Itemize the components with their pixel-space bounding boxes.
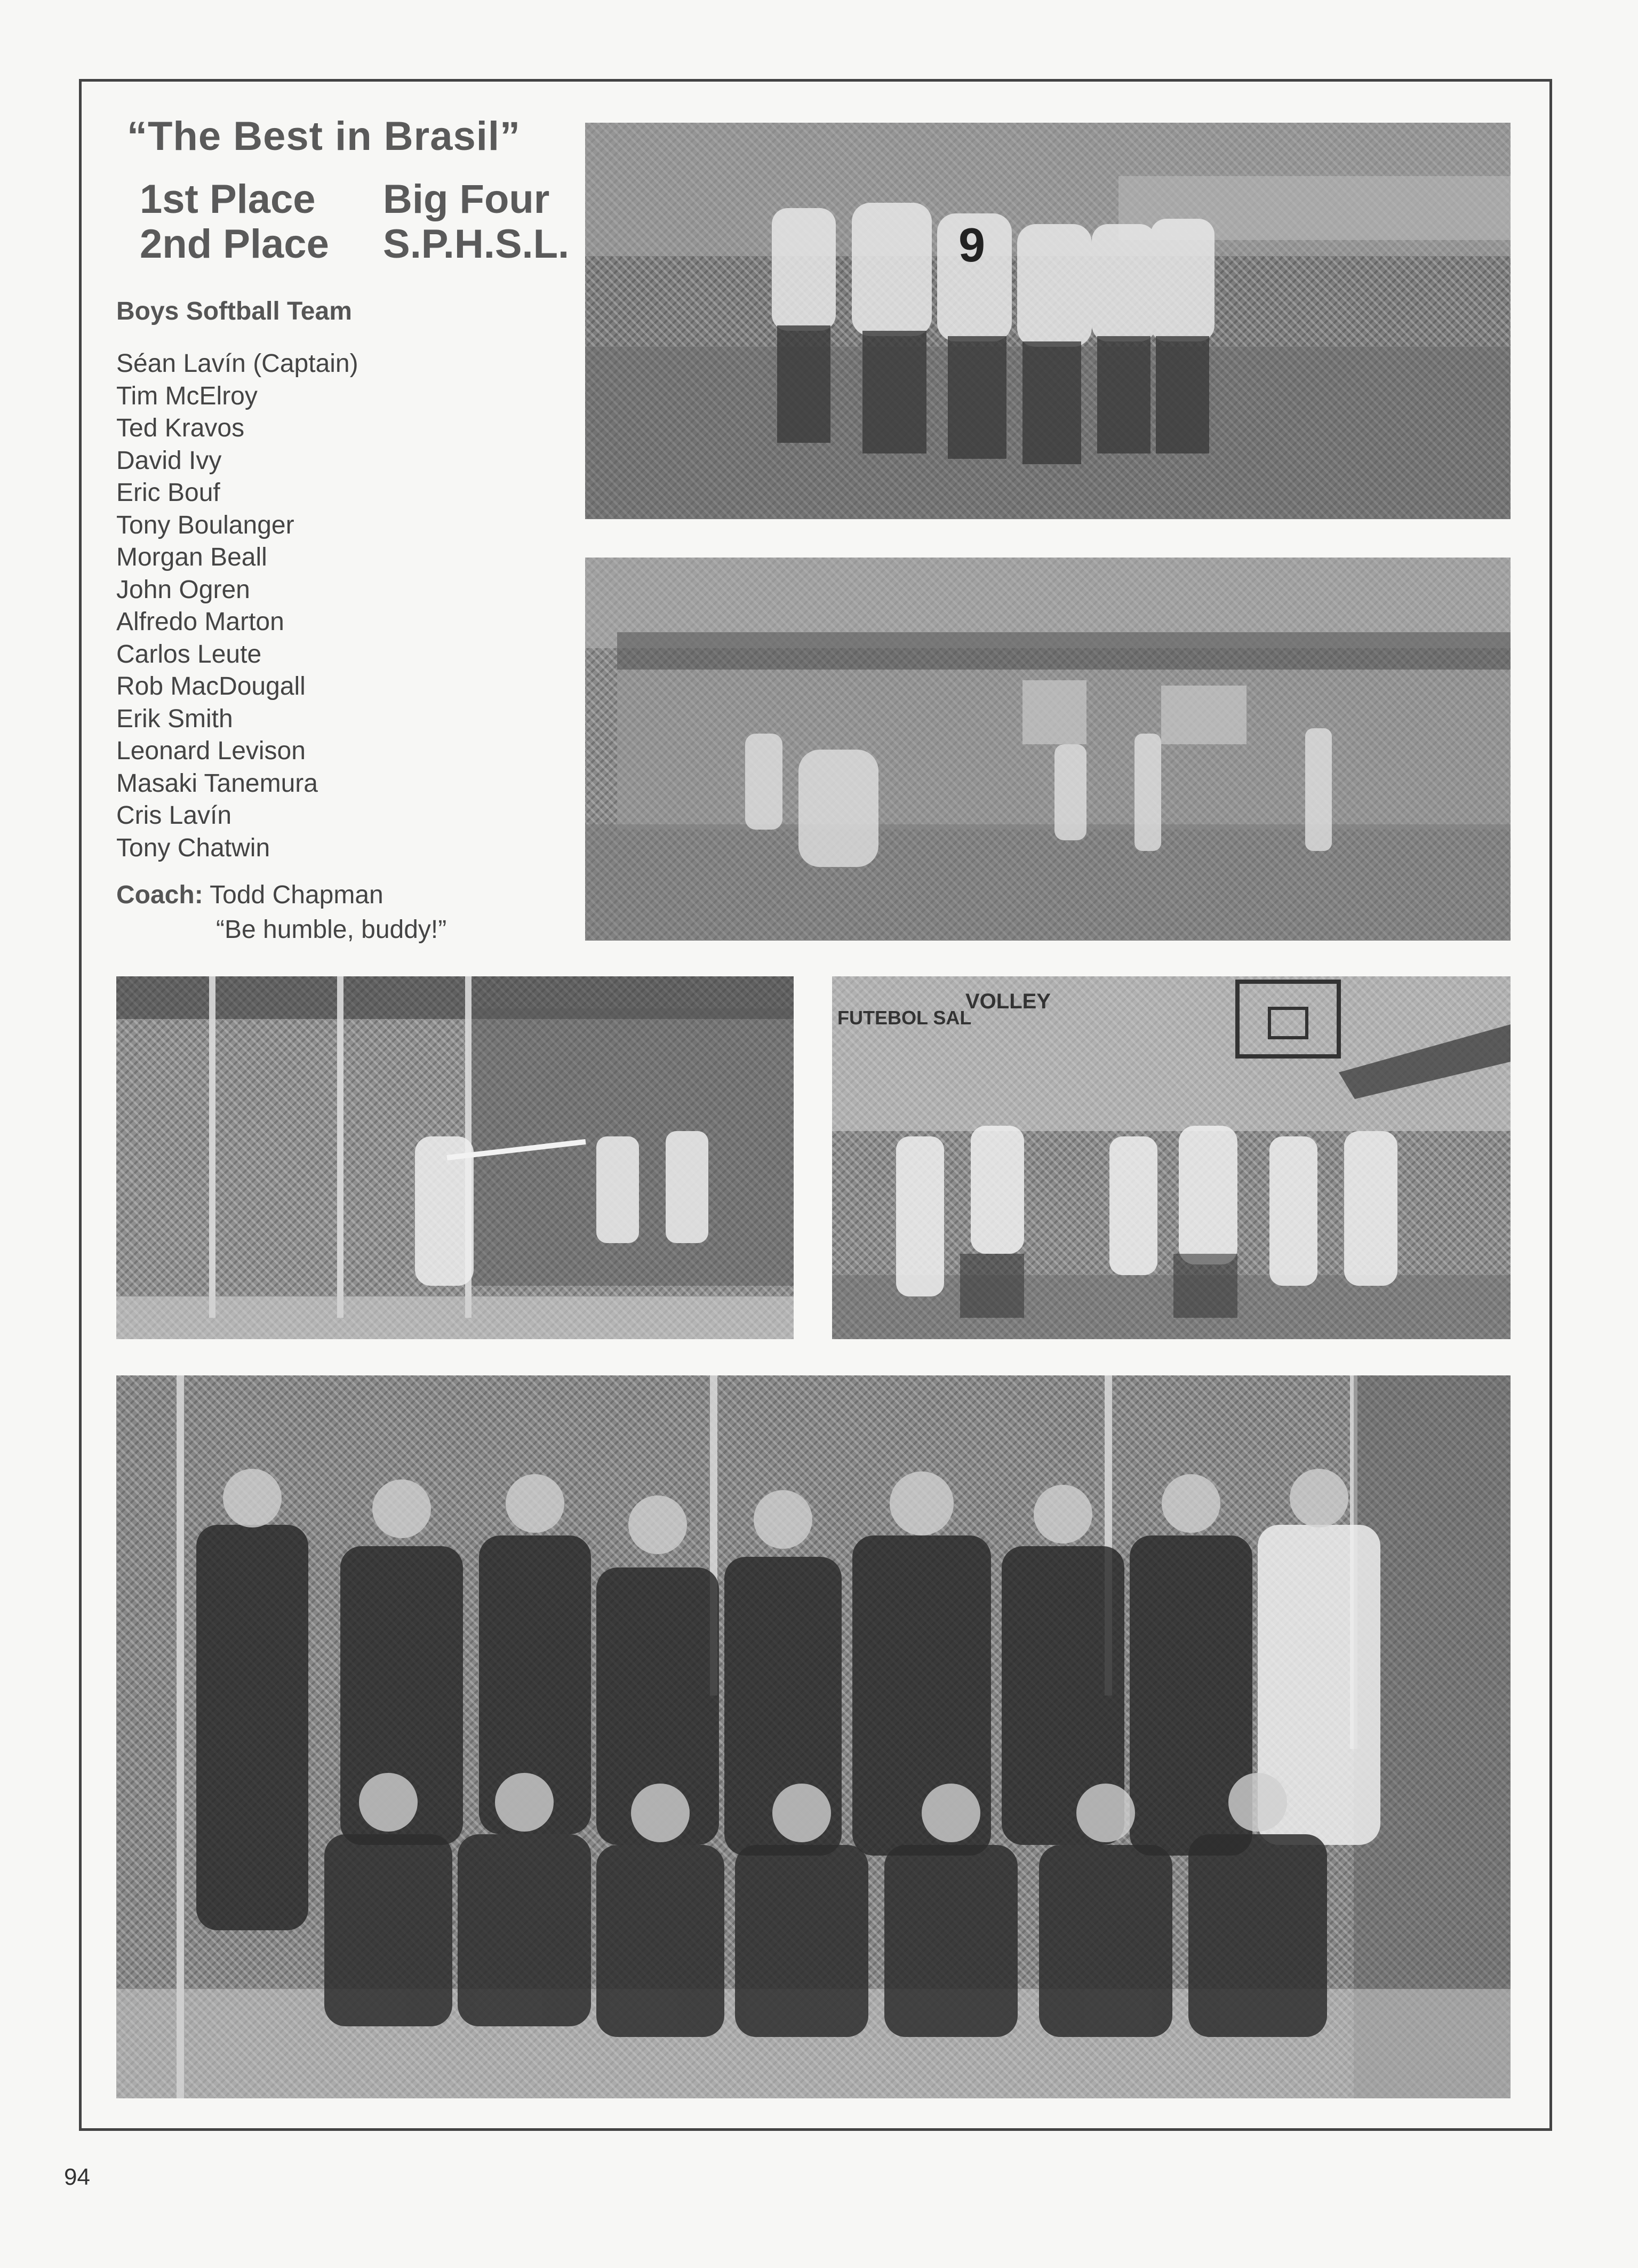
roster-item: Ted Kravos xyxy=(116,414,245,442)
roster-list xyxy=(116,348,358,864)
photo-game-play xyxy=(585,558,1511,941)
roster-item: Leonard Levison xyxy=(116,737,306,765)
roster-item: Tony Boulanger xyxy=(116,511,294,539)
team-title: Boys Softball Team xyxy=(116,297,352,325)
photo-team-portrait xyxy=(116,1375,1511,2098)
ceremony-illustration xyxy=(832,976,1511,1339)
roster-item: Tony Chatwin xyxy=(116,833,270,862)
roster-item: Masaki Tanemura xyxy=(116,769,318,798)
roster-item: David Ivy xyxy=(116,446,222,475)
roster-item: Eric Bouf xyxy=(116,479,220,507)
first-place-label: 1st Place xyxy=(140,177,316,222)
coach-line xyxy=(116,880,383,910)
roster-item: Rob MacDougall xyxy=(116,672,306,701)
scoreboard-futebol: FUTEBOL SAL xyxy=(837,1007,972,1029)
batter-illustration xyxy=(116,976,794,1339)
coach-name: Todd Chapman xyxy=(210,881,383,909)
roster-item: Carlos Leute xyxy=(116,640,262,669)
huddle-illustration xyxy=(585,123,1511,519)
coach-quote: “Be humble, buddy!” xyxy=(216,916,447,944)
photo-batter xyxy=(116,976,794,1339)
page-number: 94 xyxy=(64,2164,90,2190)
roster-item: John Ogren xyxy=(116,575,250,604)
roster-item: Séan Lavín (Captain) xyxy=(116,349,358,378)
photo-team-huddle xyxy=(585,123,1511,519)
game-illustration xyxy=(585,558,1511,941)
headline: “The Best in Brasil” xyxy=(127,114,521,159)
second-place-league: S.P.H.S.L. xyxy=(383,221,570,267)
roster-item: Tim McElroy xyxy=(116,381,258,410)
portrait-illustration xyxy=(116,1375,1511,2098)
first-place-league: Big Four xyxy=(383,177,550,222)
roster-item: Alfredo Marton xyxy=(116,608,284,636)
jersey-number: 9 xyxy=(958,219,986,272)
roster-item: Cris Lavín xyxy=(116,801,232,830)
scoreboard-volley: VOLLEY xyxy=(965,990,1051,1013)
second-place-label: 2nd Place xyxy=(140,221,329,267)
roster-item: Erik Smith xyxy=(116,704,233,733)
roster-item: Morgan Beall xyxy=(116,543,267,571)
coach-label: Coach: xyxy=(116,881,203,909)
photo-trophy-ceremony xyxy=(832,976,1511,1339)
